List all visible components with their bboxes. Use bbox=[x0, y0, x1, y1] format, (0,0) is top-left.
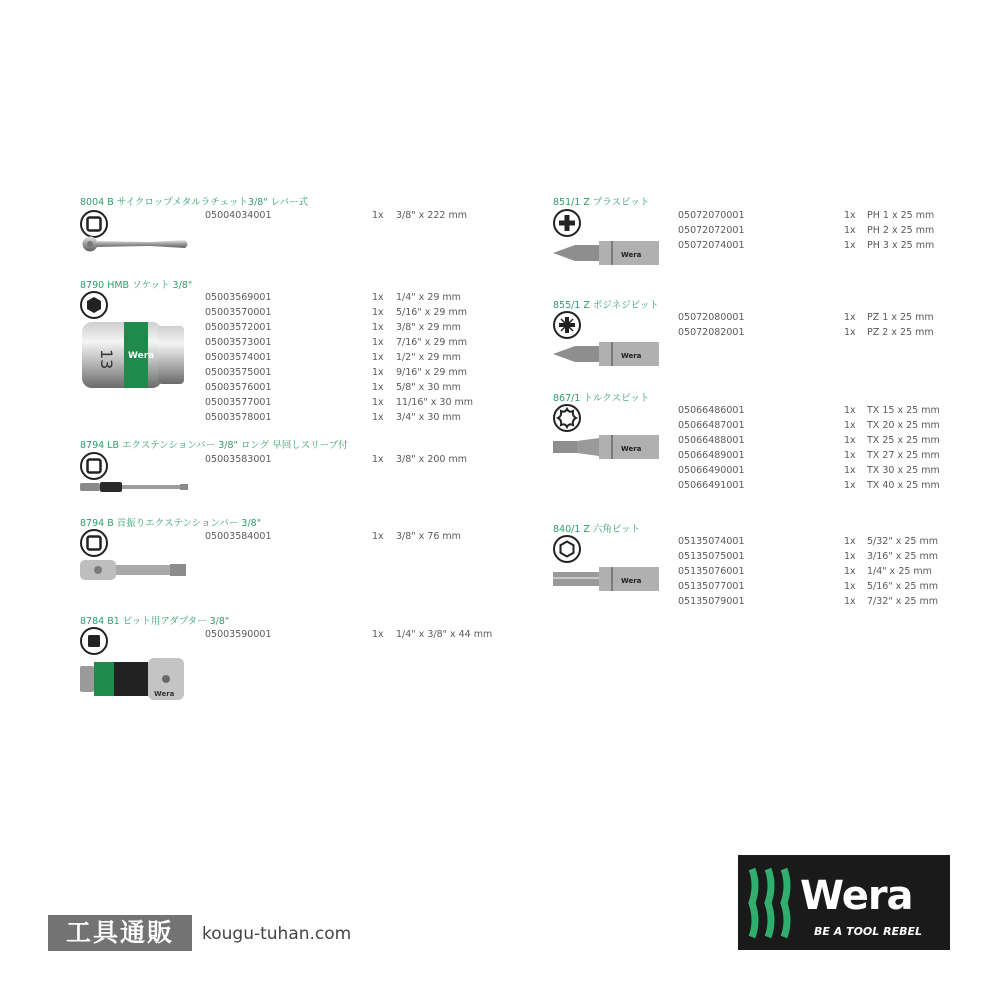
item-qty: 1x bbox=[372, 210, 384, 221]
item-code: 05003570001 bbox=[205, 307, 272, 318]
wera-logo bbox=[738, 855, 950, 950]
bit-brand-mark: Wera bbox=[621, 352, 642, 360]
item-qty: 1x bbox=[844, 240, 856, 251]
item-size: PH 1 x 25 mm bbox=[867, 210, 935, 221]
item-code: 05003590001 bbox=[205, 629, 272, 640]
square-drive-icon bbox=[80, 210, 108, 238]
item-size: 3/8" x 222 mm bbox=[396, 210, 467, 221]
item-code: 05072074001 bbox=[678, 240, 745, 251]
item-size: 5/8" x 30 mm bbox=[396, 382, 461, 393]
item-qty: 1x bbox=[372, 367, 384, 378]
item-qty: 1x bbox=[372, 454, 384, 465]
item-size: PZ 2 x 25 mm bbox=[867, 327, 934, 338]
item-qty: 1x bbox=[844, 566, 856, 577]
item-code: 05003576001 bbox=[205, 382, 272, 393]
item-code: 05135077001 bbox=[678, 581, 745, 592]
item-size: 3/8" x 200 mm bbox=[396, 454, 467, 465]
item-qty: 1x bbox=[372, 337, 384, 348]
item-code: 05003574001 bbox=[205, 352, 272, 363]
ratchet-image bbox=[80, 236, 190, 252]
item-size: TX 27 x 25 mm bbox=[867, 450, 940, 461]
pozidriv-bit-image bbox=[553, 339, 661, 369]
item-size: 3/8" x 29 mm bbox=[396, 322, 461, 333]
item-code: 05135079001 bbox=[678, 596, 745, 607]
item-qty: 1x bbox=[372, 629, 384, 640]
item-size: TX 25 x 25 mm bbox=[867, 435, 940, 446]
item-size: TX 20 x 25 mm bbox=[867, 420, 940, 431]
item-size: 3/16" x 25 mm bbox=[867, 551, 938, 562]
group-title: 8794 B 首振りエクステンションバー 3/8" bbox=[80, 518, 262, 529]
item-code: 05003577001 bbox=[205, 397, 272, 408]
item-size: 1/4" x 25 mm bbox=[867, 566, 932, 577]
item-code: 05066489001 bbox=[678, 450, 745, 461]
item-qty: 1x bbox=[844, 225, 856, 236]
item-qty: 1x bbox=[844, 581, 856, 592]
item-code: 05003569001 bbox=[205, 292, 272, 303]
item-qty: 1x bbox=[844, 420, 856, 431]
bit-brand-mark: Wera bbox=[621, 445, 642, 453]
item-code: 05003578001 bbox=[205, 412, 272, 423]
item-size: 1/2" x 29 mm bbox=[396, 352, 461, 363]
item-size: PZ 1 x 25 mm bbox=[867, 312, 934, 323]
item-code: 05135075001 bbox=[678, 551, 745, 562]
phillips-icon bbox=[553, 209, 581, 237]
group-title: 8794 LB エクステンションバー 3/8" ロング 早回しスリーブ付 bbox=[80, 440, 348, 451]
item-size: TX 15 x 25 mm bbox=[867, 405, 940, 416]
item-size: 7/32" x 25 mm bbox=[867, 596, 938, 607]
item-code: 05066490001 bbox=[678, 465, 745, 476]
item-code: 05072070001 bbox=[678, 210, 745, 221]
item-code: 05135074001 bbox=[678, 536, 745, 547]
group-title: 855/1 Z ポジネジビット bbox=[553, 300, 659, 311]
item-code: 05066488001 bbox=[678, 435, 745, 446]
item-qty: 1x bbox=[844, 465, 856, 476]
item-qty: 1x bbox=[844, 405, 856, 416]
socket-image bbox=[80, 320, 188, 390]
item-code: 05003573001 bbox=[205, 337, 272, 348]
group-title: 8784 B1 ビット用アダプター 3/8" bbox=[80, 616, 230, 627]
item-size: PH 3 x 25 mm bbox=[867, 240, 935, 251]
socket-size-label: 13 bbox=[97, 349, 116, 370]
item-qty: 1x bbox=[844, 536, 856, 547]
item-qty: 1x bbox=[844, 435, 856, 446]
item-size: 5/16" x 25 mm bbox=[867, 581, 938, 592]
item-qty: 1x bbox=[372, 292, 384, 303]
item-qty: 1x bbox=[844, 450, 856, 461]
torx-bit-image bbox=[553, 432, 661, 462]
item-qty: 1x bbox=[844, 480, 856, 491]
item-size: TX 40 x 25 mm bbox=[867, 480, 940, 491]
shop-domain: kougu-tuhan.com bbox=[202, 924, 352, 944]
torx-icon bbox=[553, 404, 581, 432]
item-code: 05003575001 bbox=[205, 367, 272, 378]
adapter-brand-mark: Wera bbox=[154, 690, 175, 698]
item-qty: 1x bbox=[844, 312, 856, 323]
pozidriv-icon bbox=[553, 311, 581, 339]
item-code: 05003572001 bbox=[205, 322, 272, 333]
bit-adapter-image bbox=[80, 656, 190, 702]
item-code: 05066486001 bbox=[678, 405, 745, 416]
hex-socket-icon bbox=[80, 291, 108, 319]
item-qty: 1x bbox=[372, 412, 384, 423]
socket-brand-mark: Wera bbox=[128, 351, 155, 361]
phillips-bit-image bbox=[553, 238, 661, 268]
item-qty: 1x bbox=[844, 596, 856, 607]
item-code: 05135076001 bbox=[678, 566, 745, 577]
square-solid-icon bbox=[80, 627, 108, 655]
group-title: 867/1 トルクスビット bbox=[553, 393, 650, 404]
item-size: 11/16" x 30 mm bbox=[396, 397, 474, 408]
item-size: 7/16" x 29 mm bbox=[396, 337, 467, 348]
item-qty: 1x bbox=[372, 397, 384, 408]
item-code: 05003583001 bbox=[205, 454, 272, 465]
item-qty: 1x bbox=[372, 307, 384, 318]
long-extension-image bbox=[80, 481, 190, 493]
wobble-extension-image bbox=[80, 558, 190, 582]
item-qty: 1x bbox=[844, 210, 856, 221]
group-title: 851/1 Z プラスビット bbox=[553, 197, 650, 208]
logo-word: Wera bbox=[800, 873, 913, 919]
bit-brand-mark: Wera bbox=[621, 577, 642, 585]
bit-brand-mark: Wera bbox=[621, 251, 642, 259]
item-size: 3/4" x 30 mm bbox=[396, 412, 461, 423]
square-drive-icon bbox=[80, 452, 108, 480]
item-qty: 1x bbox=[372, 352, 384, 363]
group-title: 840/1 Z 六角ビット bbox=[553, 524, 641, 535]
square-drive-icon bbox=[80, 529, 108, 557]
item-size: 3/8" x 76 mm bbox=[396, 531, 461, 542]
item-qty: 1x bbox=[372, 531, 384, 542]
shop-tag: 工具通販 bbox=[48, 915, 192, 951]
item-size: 1/4" x 29 mm bbox=[396, 292, 461, 303]
item-qty: 1x bbox=[844, 551, 856, 562]
item-code: 05072082001 bbox=[678, 327, 745, 338]
item-size: 5/32" x 25 mm bbox=[867, 536, 938, 547]
hex-bit-icon bbox=[553, 535, 581, 563]
item-qty: 1x bbox=[372, 322, 384, 333]
item-code: 05003584001 bbox=[205, 531, 272, 542]
item-code: 05072072001 bbox=[678, 225, 745, 236]
wera-stripes-icon bbox=[748, 865, 796, 941]
item-code: 05066487001 bbox=[678, 420, 745, 431]
item-code: 05066491001 bbox=[678, 480, 745, 491]
item-size: 9/16" x 29 mm bbox=[396, 367, 467, 378]
group-title: 8790 HMB ソケット 3/8" bbox=[80, 280, 193, 291]
item-size: TX 30 x 25 mm bbox=[867, 465, 940, 476]
logo-slogan: BE A TOOL REBEL bbox=[814, 925, 923, 938]
item-size: PH 2 x 25 mm bbox=[867, 225, 935, 236]
item-code: 05072080001 bbox=[678, 312, 745, 323]
item-qty: 1x bbox=[372, 382, 384, 393]
item-code: 05004034001 bbox=[205, 210, 272, 221]
hex-bit-image bbox=[553, 564, 661, 594]
item-size: 5/16" x 29 mm bbox=[396, 307, 467, 318]
group-title: 8004 B サイクロップメタルラチェット3/8" レバー式 bbox=[80, 197, 309, 208]
item-qty: 1x bbox=[844, 327, 856, 338]
item-size: 1/4" x 3/8" x 44 mm bbox=[396, 629, 493, 640]
